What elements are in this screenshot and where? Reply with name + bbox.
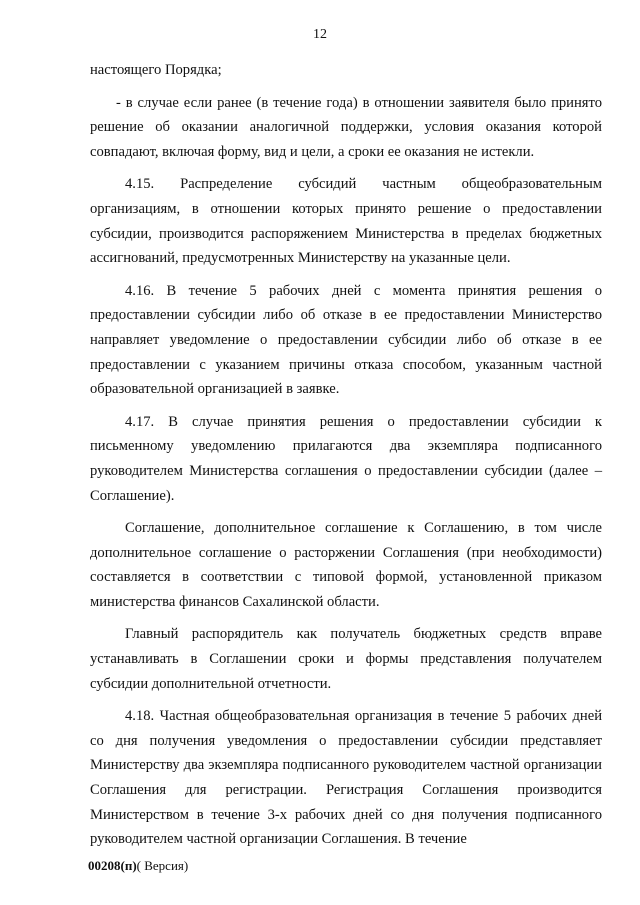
paragraph-agreement: Соглашение, дополнительное соглашение к Соглашению, в том числе дополнительное соглашение о расторжении Соглашения (при необходимости) составляется в соответствии с типовой формой, установленной приказом министерства финансов Сахалинской области. xyxy=(90,520,602,610)
paragraph-4-15: 4.15. Распределение субсидий частным общеобразовательным организациям, в отношении которых принято решение о предоставлении субсидии, производится распоряжением Министерства в пределах бюджетных ассигнований, предусмотренных Министерству на указанные цели. xyxy=(90,176,602,267)
page-number: 12 xyxy=(313,27,327,42)
document-code: 00208(п) xyxy=(88,858,137,873)
document-body xyxy=(90,58,602,860)
document-footer xyxy=(88,858,188,874)
paragraph-continuation: настоящего Порядка; xyxy=(90,62,222,78)
paragraph-4-17: 4.17. В случае принятия решения о предоставлении субсидии к письменному уведомлению прилагаются два экземпляра подписанного руководителем Министерства соглашения о предоставлении субсидии (далее – Соглашение). xyxy=(90,413,602,504)
paragraph-4-16: 4.16. В течение 5 рабочих дней с момента принятия решения о предоставлении субсидии либо об отказе в ее предоставлении Министерство направляет уведомление о предоставлении субсидии либо об отказе в ее предоставлении с указанием причины отказа способом, указанным частной образовательной организацией в заявке. xyxy=(90,282,602,398)
paragraph-bullet: - в случае если ранее (в течение года) в отношении заявителя было принято решение об оказании аналогичной поддержки, условия оказания которой совпадают, включая форму, вид и цели, а сроки ее оказания не истекли. xyxy=(90,94,602,160)
paragraph-reporting: Главный распорядитель как получатель бюджетных средств вправе устанавливать в Соглашении сроки и формы представления получателем субсидии дополнительной отчетности. xyxy=(90,626,602,692)
paragraph-4-18: 4.18. Частная общеобразовательная организация в течение 5 рабочих дней со дня получения уведомления о предоставлении субсидии представляет Министерству два экземпляра подписанного руководителем частной организации Соглашения для регистрации. Регистрация Соглашения производится Министерством в течение 3-х рабочих дней со дня получения подписанного руководителем частной организации Соглашения. В течение xyxy=(90,708,602,848)
document-version: ( Версия) xyxy=(136,858,189,873)
